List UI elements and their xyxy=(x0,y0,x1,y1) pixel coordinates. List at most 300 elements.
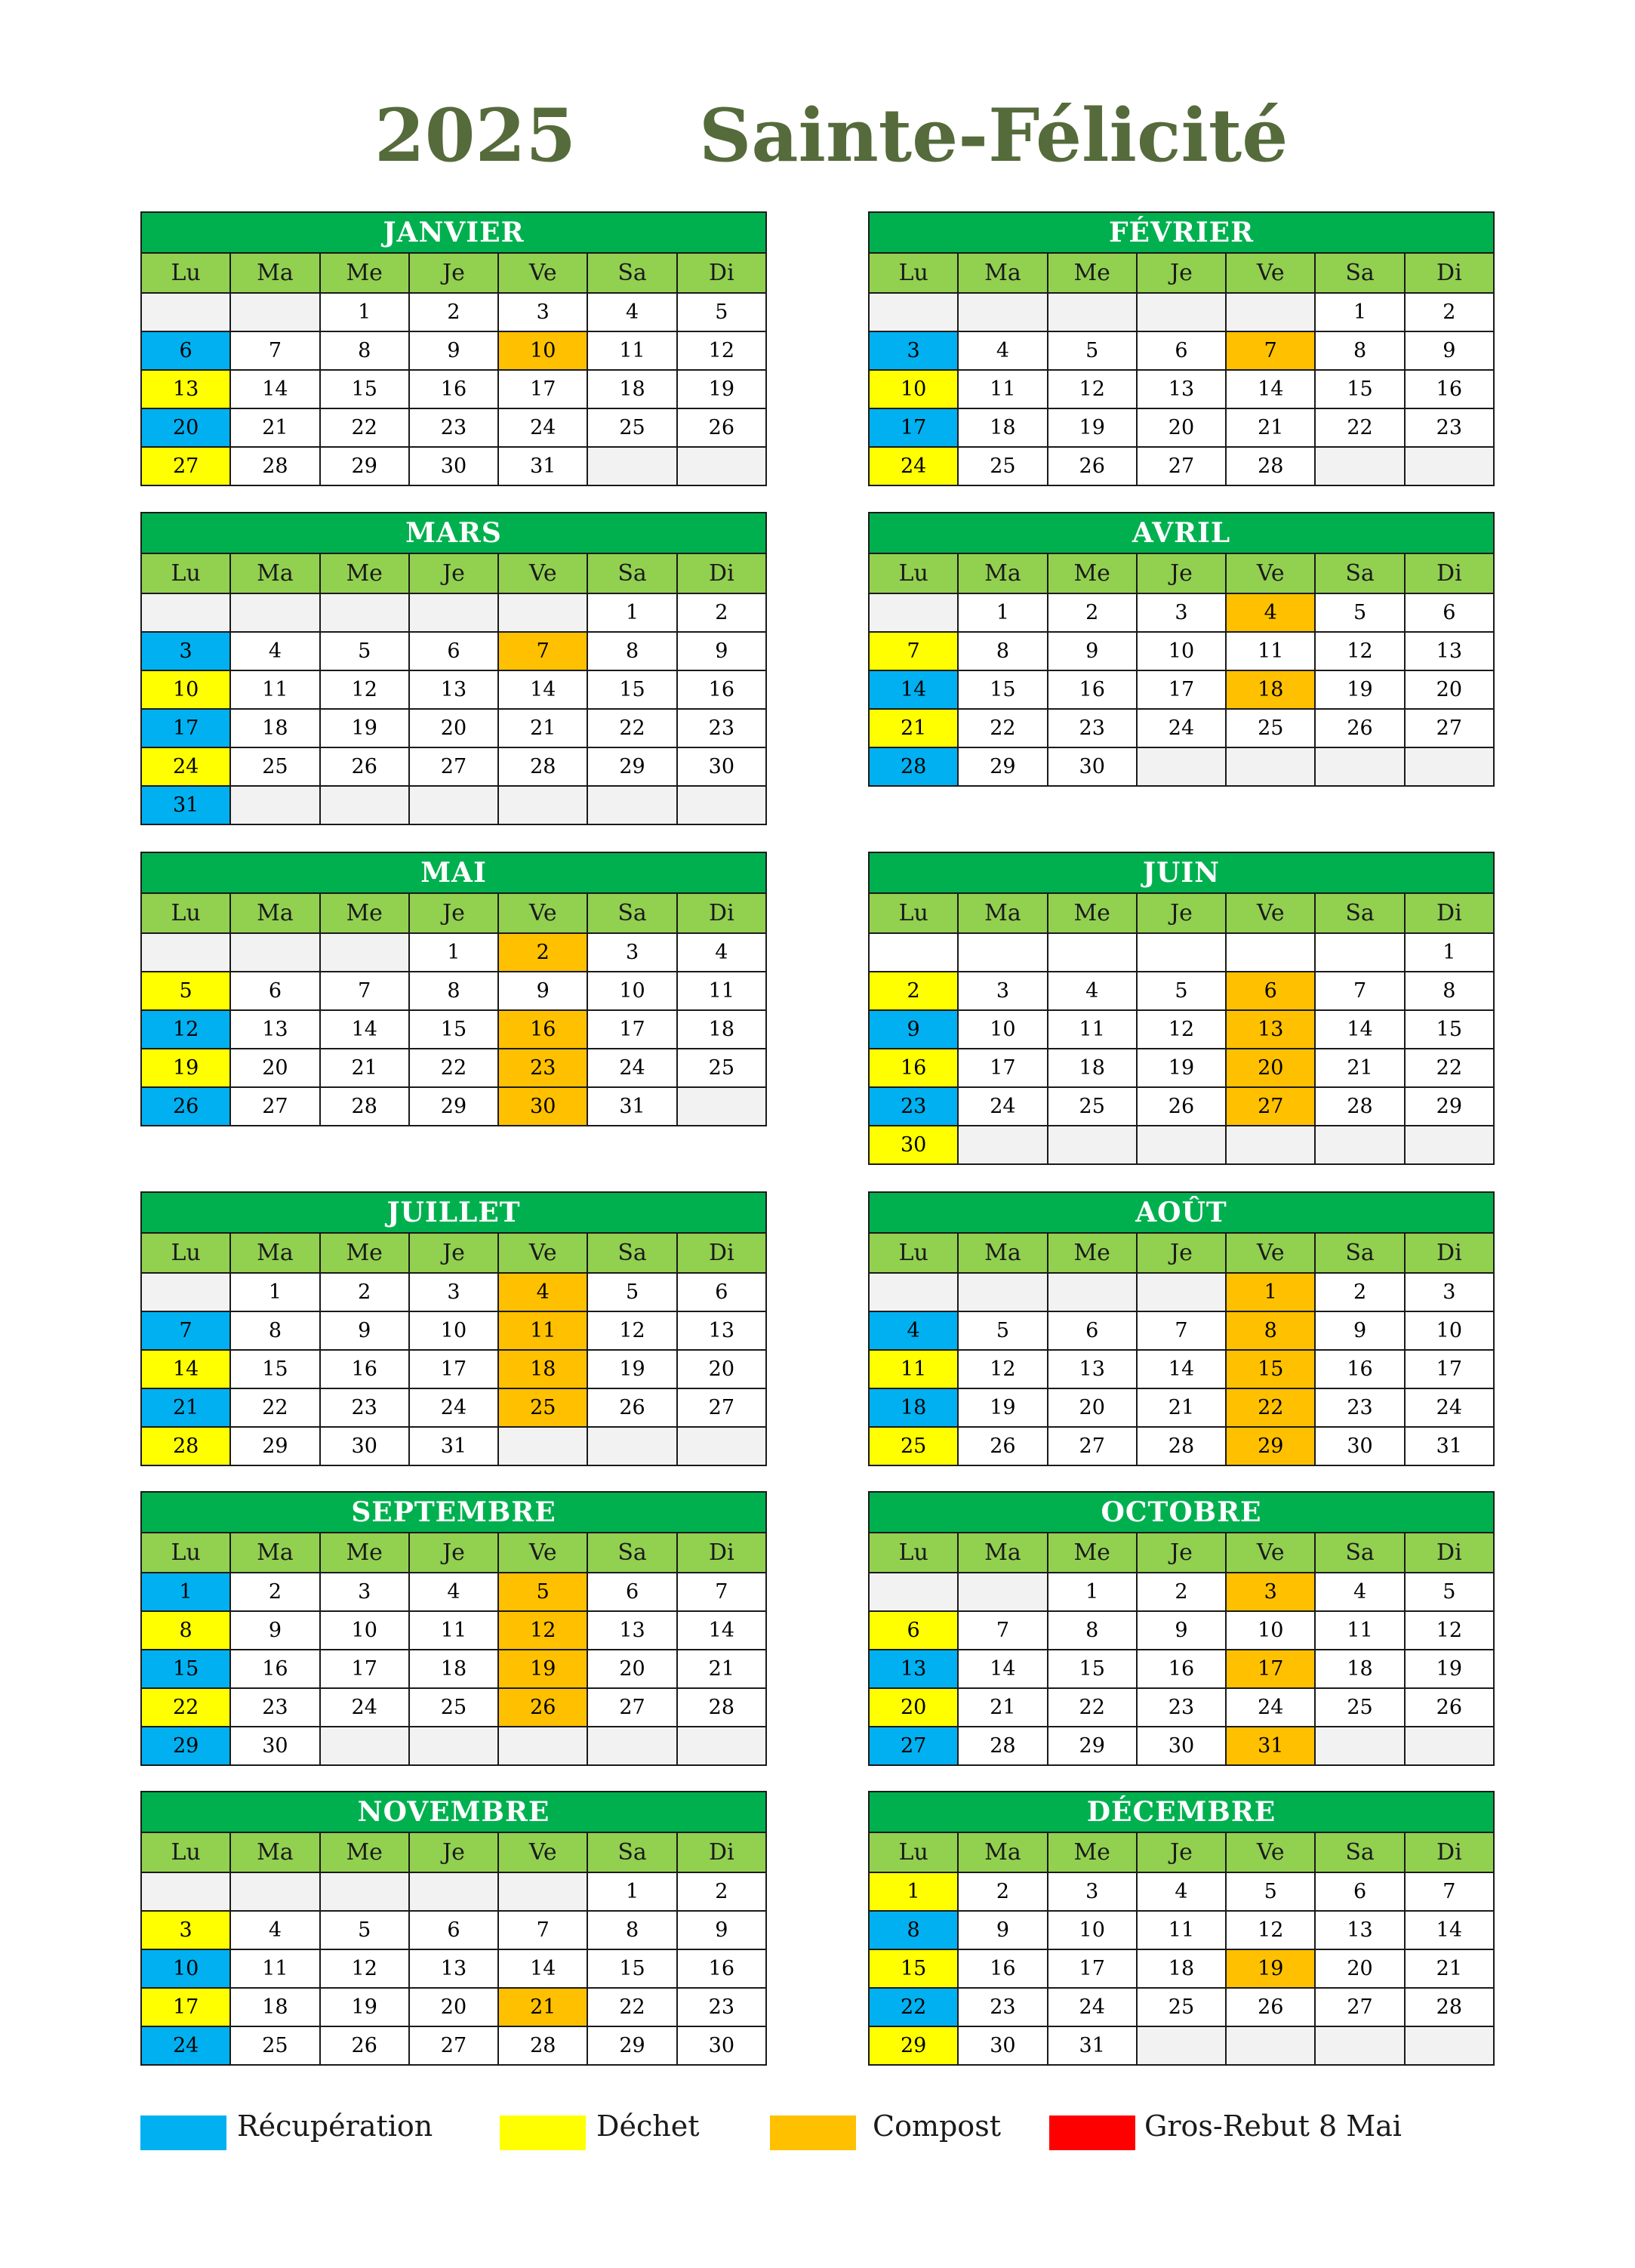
weekday-header: Di xyxy=(1405,553,1494,593)
day-cell: 30 xyxy=(320,1427,409,1465)
day-cell: 2 xyxy=(230,1573,319,1611)
day-cell: 3 xyxy=(409,1273,498,1311)
day-cell: 8 xyxy=(1226,1311,1315,1350)
day-cell: 15 xyxy=(230,1350,319,1388)
day-cell: 12 xyxy=(1048,370,1137,408)
day-cell: 14 xyxy=(230,370,319,408)
day-cell: 23 xyxy=(869,1087,958,1126)
empty-cell xyxy=(141,1872,230,1911)
day-cell: 23 xyxy=(1137,1688,1226,1727)
weekday-header: Lu xyxy=(869,1233,958,1273)
day-cell: 5 xyxy=(498,1573,587,1611)
weekday-header: Me xyxy=(320,1832,409,1872)
day-cell: 24 xyxy=(320,1688,409,1727)
weekday-header: Je xyxy=(1137,1832,1226,1872)
month-title: MARS xyxy=(141,513,766,553)
day-cell: 29 xyxy=(320,447,409,485)
empty-cell xyxy=(1226,2026,1315,2065)
month-table xyxy=(868,1191,1495,1466)
day-cell: 29 xyxy=(141,1727,230,1765)
empty-cell xyxy=(320,593,409,632)
day-cell: 27 xyxy=(1226,1087,1315,1126)
day-cell: 4 xyxy=(498,1273,587,1311)
day-cell: 30 xyxy=(498,1087,587,1126)
day-cell: 16 xyxy=(498,1010,587,1049)
weekday-header: Ve xyxy=(498,1832,587,1872)
month-title: NOVEMBRE xyxy=(141,1792,766,1832)
empty-cell xyxy=(677,1087,766,1126)
day-cell: 20 xyxy=(1226,1049,1315,1087)
empty-cell xyxy=(587,1427,676,1465)
weekday-header: Je xyxy=(409,253,498,293)
day-cell: 8 xyxy=(958,632,1047,670)
day-cell: 22 xyxy=(958,709,1047,747)
legend-swatch-gros-rebut xyxy=(1049,2115,1135,2150)
day-cell: 17 xyxy=(498,370,587,408)
weekday-header: Sa xyxy=(587,253,676,293)
day-cell: 3 xyxy=(141,632,230,670)
day-cell: 6 xyxy=(1226,972,1315,1010)
day-cell: 27 xyxy=(409,747,498,786)
weekday-header: Lu xyxy=(141,1832,230,1872)
day-cell: 22 xyxy=(320,408,409,447)
month-table xyxy=(140,512,767,825)
legend xyxy=(140,2109,1499,2155)
month-table xyxy=(868,211,1495,486)
day-cell: 5 xyxy=(1137,972,1226,1010)
day-cell: 24 xyxy=(587,1049,676,1087)
day-cell: 28 xyxy=(230,447,319,485)
day-cell: 24 xyxy=(141,747,230,786)
empty-cell xyxy=(409,593,498,632)
day-cell: 27 xyxy=(1315,1988,1404,2026)
day-cell: 20 xyxy=(409,709,498,747)
day-cell: 31 xyxy=(498,447,587,485)
weekday-header: Di xyxy=(677,253,766,293)
day-cell: 3 xyxy=(1048,1872,1137,1911)
day-cell: 30 xyxy=(958,2026,1047,2065)
empty-cell xyxy=(869,593,958,632)
weekday-header: Di xyxy=(1405,253,1494,293)
day-cell: 11 xyxy=(230,670,319,709)
day-cell: 3 xyxy=(141,1911,230,1949)
day-cell: 16 xyxy=(320,1350,409,1388)
empty-cell xyxy=(869,1273,958,1311)
weekday-header: Je xyxy=(1137,553,1226,593)
empty-cell xyxy=(320,786,409,824)
day-cell: 9 xyxy=(498,972,587,1010)
day-cell: 5 xyxy=(1405,1573,1494,1611)
day-cell: 17 xyxy=(1405,1350,1494,1388)
day-cell: 8 xyxy=(1048,1611,1137,1650)
day-cell: 15 xyxy=(1048,1650,1137,1688)
day-cell: 28 xyxy=(1405,1988,1494,2026)
day-cell: 23 xyxy=(1048,709,1137,747)
day-cell: 28 xyxy=(1315,1087,1404,1126)
weekday-header: Di xyxy=(1405,1533,1494,1573)
empty-cell xyxy=(498,1727,587,1765)
day-cell: 30 xyxy=(230,1727,319,1765)
day-cell: 23 xyxy=(320,1388,409,1427)
day-cell: 17 xyxy=(409,1350,498,1388)
day-cell: 11 xyxy=(1048,1010,1137,1049)
empty-cell xyxy=(1137,2026,1226,2065)
weekday-header: Di xyxy=(677,893,766,933)
day-cell: 5 xyxy=(1315,593,1404,632)
day-cell: 30 xyxy=(869,1126,958,1164)
day-cell: 16 xyxy=(1137,1650,1226,1688)
day-cell: 4 xyxy=(587,293,676,331)
day-cell: 6 xyxy=(1048,1311,1137,1350)
day-cell: 2 xyxy=(409,293,498,331)
day-cell: 26 xyxy=(1315,709,1404,747)
day-cell: 24 xyxy=(141,2026,230,2065)
day-cell: 11 xyxy=(1315,1611,1404,1650)
empty-cell xyxy=(498,1872,587,1911)
day-cell: 29 xyxy=(409,1087,498,1126)
day-cell: 2 xyxy=(1137,1573,1226,1611)
day-cell: 5 xyxy=(320,632,409,670)
day-cell: 8 xyxy=(320,331,409,370)
day-cell: 4 xyxy=(1048,972,1137,1010)
day-cell: 17 xyxy=(320,1650,409,1688)
day-cell: 13 xyxy=(587,1611,676,1650)
day-cell: 19 xyxy=(320,709,409,747)
day-cell: 18 xyxy=(1048,1049,1137,1087)
empty-cell xyxy=(320,1872,409,1911)
empty-cell xyxy=(498,1427,587,1465)
weekday-header: Ve xyxy=(1226,1233,1315,1273)
weekday-header: Sa xyxy=(1315,553,1404,593)
weekday-header: Je xyxy=(409,893,498,933)
day-cell: 10 xyxy=(1226,1611,1315,1650)
day-cell: 17 xyxy=(958,1049,1047,1087)
day-cell: 30 xyxy=(1137,1727,1226,1765)
legend-swatch-compost xyxy=(770,2115,856,2150)
day-cell: 1 xyxy=(409,933,498,972)
day-cell: 25 xyxy=(587,408,676,447)
day-cell: 19 xyxy=(1137,1049,1226,1087)
empty-cell xyxy=(1315,747,1404,786)
day-cell: 19 xyxy=(1405,1650,1494,1688)
day-cell: 1 xyxy=(1048,1573,1137,1611)
empty-cell xyxy=(1405,747,1494,786)
day-cell: 7 xyxy=(958,1611,1047,1650)
day-cell: 15 xyxy=(320,370,409,408)
empty-cell xyxy=(677,1427,766,1465)
weekday-header: Me xyxy=(1048,1233,1137,1273)
day-cell: 18 xyxy=(1315,1650,1404,1688)
day-cell: 15 xyxy=(587,670,676,709)
legend-swatch-recuperation xyxy=(140,2115,226,2150)
weekday-header: Ma xyxy=(958,893,1047,933)
day-cell: 27 xyxy=(1405,709,1494,747)
day-cell: 10 xyxy=(1137,632,1226,670)
weekday-header: Lu xyxy=(869,553,958,593)
empty-cell xyxy=(677,786,766,824)
day-cell: 18 xyxy=(230,1988,319,2026)
empty-cell xyxy=(958,1273,1047,1311)
day-cell: 13 xyxy=(1405,632,1494,670)
day-cell: 19 xyxy=(1048,408,1137,447)
day-cell: 5 xyxy=(587,1273,676,1311)
day-cell: 21 xyxy=(958,1688,1047,1727)
day-cell: 14 xyxy=(677,1611,766,1650)
weekday-header: Di xyxy=(677,1233,766,1273)
day-cell: 9 xyxy=(230,1611,319,1650)
day-cell: 20 xyxy=(1048,1388,1137,1427)
weekday-header: Ve xyxy=(498,1233,587,1273)
weekday-header: Me xyxy=(1048,893,1137,933)
weekday-header: Lu xyxy=(869,893,958,933)
weekday-header: Sa xyxy=(587,553,676,593)
month-janvier xyxy=(140,211,767,486)
day-cell: 14 xyxy=(869,670,958,709)
day-cell: 26 xyxy=(1048,447,1137,485)
day-cell: 20 xyxy=(1405,670,1494,709)
day-cell: 20 xyxy=(587,1650,676,1688)
weekday-header: Ma xyxy=(230,1533,319,1573)
day-cell: 12 xyxy=(141,1010,230,1049)
day-cell: 30 xyxy=(677,2026,766,2065)
day-cell: 17 xyxy=(1226,1650,1315,1688)
day-cell: 29 xyxy=(1048,1727,1137,1765)
day-cell: 25 xyxy=(498,1388,587,1427)
empty-cell xyxy=(498,786,587,824)
month-juillet xyxy=(140,1191,767,1466)
day-cell: 16 xyxy=(230,1650,319,1688)
empty-cell xyxy=(587,447,676,485)
day-cell: 31 xyxy=(1048,2026,1137,2065)
day-cell: 26 xyxy=(1405,1688,1494,1727)
day-cell: 10 xyxy=(498,331,587,370)
day-cell: 16 xyxy=(409,370,498,408)
day-cell: 25 xyxy=(1048,1087,1137,1126)
month-title: DÉCEMBRE xyxy=(869,1792,1494,1832)
empty-cell xyxy=(141,933,230,972)
day-cell: 5 xyxy=(320,1911,409,1949)
day-cell: 1 xyxy=(869,1872,958,1911)
day-cell: 3 xyxy=(320,1573,409,1611)
day-cell: 18 xyxy=(409,1650,498,1688)
weekday-header: Ma xyxy=(958,553,1047,593)
weekday-header: Me xyxy=(320,1533,409,1573)
day-cell: 15 xyxy=(869,1949,958,1988)
day-cell: 23 xyxy=(409,408,498,447)
empty-cell xyxy=(409,1727,498,1765)
day-cell: 1 xyxy=(958,593,1047,632)
day-cell: 16 xyxy=(677,1949,766,1988)
weekday-header: Sa xyxy=(587,1832,676,1872)
month-juin xyxy=(868,852,1495,1165)
empty-cell xyxy=(958,933,1047,972)
weekday-header: Lu xyxy=(869,253,958,293)
day-cell: 29 xyxy=(958,747,1047,786)
day-cell: 26 xyxy=(1226,1988,1315,2026)
day-cell: 15 xyxy=(1226,1350,1315,1388)
day-cell: 9 xyxy=(677,1911,766,1949)
day-cell: 10 xyxy=(1048,1911,1137,1949)
month-title: JUIN xyxy=(869,852,1494,893)
day-cell: 29 xyxy=(1405,1087,1494,1126)
day-cell: 6 xyxy=(1405,593,1494,632)
day-cell: 16 xyxy=(1048,670,1137,709)
month-mai xyxy=(140,852,767,1126)
day-cell: 26 xyxy=(587,1388,676,1427)
day-cell: 7 xyxy=(1315,972,1404,1010)
month-title: SEPTEMBRE xyxy=(141,1492,766,1533)
empty-cell xyxy=(1405,1727,1494,1765)
day-cell: 14 xyxy=(1137,1350,1226,1388)
day-cell: 20 xyxy=(869,1688,958,1727)
day-cell: 23 xyxy=(958,1988,1047,2026)
day-cell: 8 xyxy=(869,1911,958,1949)
day-cell: 5 xyxy=(1048,331,1137,370)
day-cell: 29 xyxy=(587,2026,676,2065)
day-cell: 25 xyxy=(230,2026,319,2065)
month-title: MAI xyxy=(141,852,766,893)
weekday-header: Lu xyxy=(141,1233,230,1273)
day-cell: 9 xyxy=(677,632,766,670)
day-cell: 18 xyxy=(1137,1949,1226,1988)
day-cell: 19 xyxy=(677,370,766,408)
empty-cell xyxy=(1315,1126,1404,1164)
day-cell: 10 xyxy=(587,972,676,1010)
day-cell: 7 xyxy=(1137,1311,1226,1350)
day-cell: 27 xyxy=(141,447,230,485)
day-cell: 29 xyxy=(230,1427,319,1465)
month-table xyxy=(868,852,1495,1165)
empty-cell xyxy=(141,593,230,632)
day-cell: 11 xyxy=(1226,632,1315,670)
day-cell: 18 xyxy=(498,1350,587,1388)
day-cell: 2 xyxy=(958,1872,1047,1911)
day-cell: 8 xyxy=(1405,972,1494,1010)
weekday-header: Ve xyxy=(498,253,587,293)
legend-label-dechet: Déchet xyxy=(596,2109,700,2143)
weekday-header: Di xyxy=(1405,1233,1494,1273)
empty-cell xyxy=(409,786,498,824)
empty-cell xyxy=(409,1872,498,1911)
day-cell: 2 xyxy=(677,1872,766,1911)
day-cell: 23 xyxy=(677,1988,766,2026)
month-table xyxy=(868,512,1495,787)
day-cell: 25 xyxy=(230,747,319,786)
empty-cell xyxy=(1315,2026,1404,2065)
day-cell: 27 xyxy=(1137,447,1226,485)
weekday-header: Sa xyxy=(1315,1533,1404,1573)
day-cell: 21 xyxy=(1137,1388,1226,1427)
day-cell: 11 xyxy=(587,331,676,370)
day-cell: 12 xyxy=(1226,1911,1315,1949)
weekday-header: Sa xyxy=(587,893,676,933)
day-cell: 9 xyxy=(320,1311,409,1350)
day-cell: 28 xyxy=(958,1727,1047,1765)
day-cell: 19 xyxy=(1226,1949,1315,1988)
day-cell: 2 xyxy=(1315,1273,1404,1311)
day-cell: 9 xyxy=(409,331,498,370)
day-cell: 27 xyxy=(587,1688,676,1727)
day-cell: 1 xyxy=(230,1273,319,1311)
municipality-title: Sainte-Félicité xyxy=(699,93,1289,178)
day-cell: 13 xyxy=(869,1650,958,1688)
day-cell: 24 xyxy=(958,1087,1047,1126)
empty-cell xyxy=(958,1573,1047,1611)
day-cell: 26 xyxy=(677,408,766,447)
weekday-header: Me xyxy=(1048,1832,1137,1872)
day-cell: 18 xyxy=(230,709,319,747)
day-cell: 6 xyxy=(587,1573,676,1611)
empty-cell xyxy=(1137,1126,1226,1164)
day-cell: 11 xyxy=(869,1350,958,1388)
day-cell: 21 xyxy=(677,1650,766,1688)
day-cell: 30 xyxy=(409,447,498,485)
day-cell: 21 xyxy=(498,1988,587,2026)
day-cell: 22 xyxy=(230,1388,319,1427)
weekday-header: Ve xyxy=(498,1533,587,1573)
day-cell: 23 xyxy=(1405,408,1494,447)
day-cell: 6 xyxy=(869,1611,958,1650)
weekday-header: Je xyxy=(1137,253,1226,293)
month-mars xyxy=(140,512,767,825)
month-table xyxy=(140,1491,767,1766)
day-cell: 18 xyxy=(587,370,676,408)
day-cell: 18 xyxy=(677,1010,766,1049)
day-cell: 12 xyxy=(1405,1611,1494,1650)
empty-cell xyxy=(1226,293,1315,331)
weekday-header: Sa xyxy=(1315,893,1404,933)
day-cell: 1 xyxy=(320,293,409,331)
day-cell: 23 xyxy=(677,709,766,747)
day-cell: 28 xyxy=(1137,1427,1226,1465)
weekday-header: Ve xyxy=(1226,1832,1315,1872)
day-cell: 4 xyxy=(230,632,319,670)
day-cell: 12 xyxy=(1137,1010,1226,1049)
empty-cell xyxy=(1405,2026,1494,2065)
day-cell: 7 xyxy=(498,632,587,670)
day-cell: 28 xyxy=(498,747,587,786)
empty-cell xyxy=(1048,1126,1137,1164)
day-cell: 6 xyxy=(141,331,230,370)
day-cell: 23 xyxy=(498,1049,587,1087)
day-cell: 24 xyxy=(1048,1988,1137,2026)
weekday-header: Di xyxy=(677,1832,766,1872)
weekday-header: Sa xyxy=(587,1233,676,1273)
day-cell: 23 xyxy=(1315,1388,1404,1427)
empty-cell xyxy=(230,1872,319,1911)
day-cell: 7 xyxy=(320,972,409,1010)
empty-cell xyxy=(1137,933,1226,972)
day-cell: 2 xyxy=(677,593,766,632)
month-table xyxy=(140,211,767,486)
day-cell: 19 xyxy=(320,1988,409,2026)
day-cell: 14 xyxy=(320,1010,409,1049)
day-cell: 15 xyxy=(1315,370,1404,408)
day-cell: 3 xyxy=(587,933,676,972)
year-title: 2025 xyxy=(374,93,577,178)
empty-cell xyxy=(320,1727,409,1765)
day-cell: 10 xyxy=(141,670,230,709)
day-cell: 13 xyxy=(409,1949,498,1988)
day-cell: 4 xyxy=(869,1311,958,1350)
day-cell: 19 xyxy=(958,1388,1047,1427)
day-cell: 28 xyxy=(141,1427,230,1465)
day-cell: 16 xyxy=(869,1049,958,1087)
day-cell: 6 xyxy=(677,1273,766,1311)
empty-cell xyxy=(587,786,676,824)
day-cell: 11 xyxy=(677,972,766,1010)
empty-cell xyxy=(869,933,958,972)
